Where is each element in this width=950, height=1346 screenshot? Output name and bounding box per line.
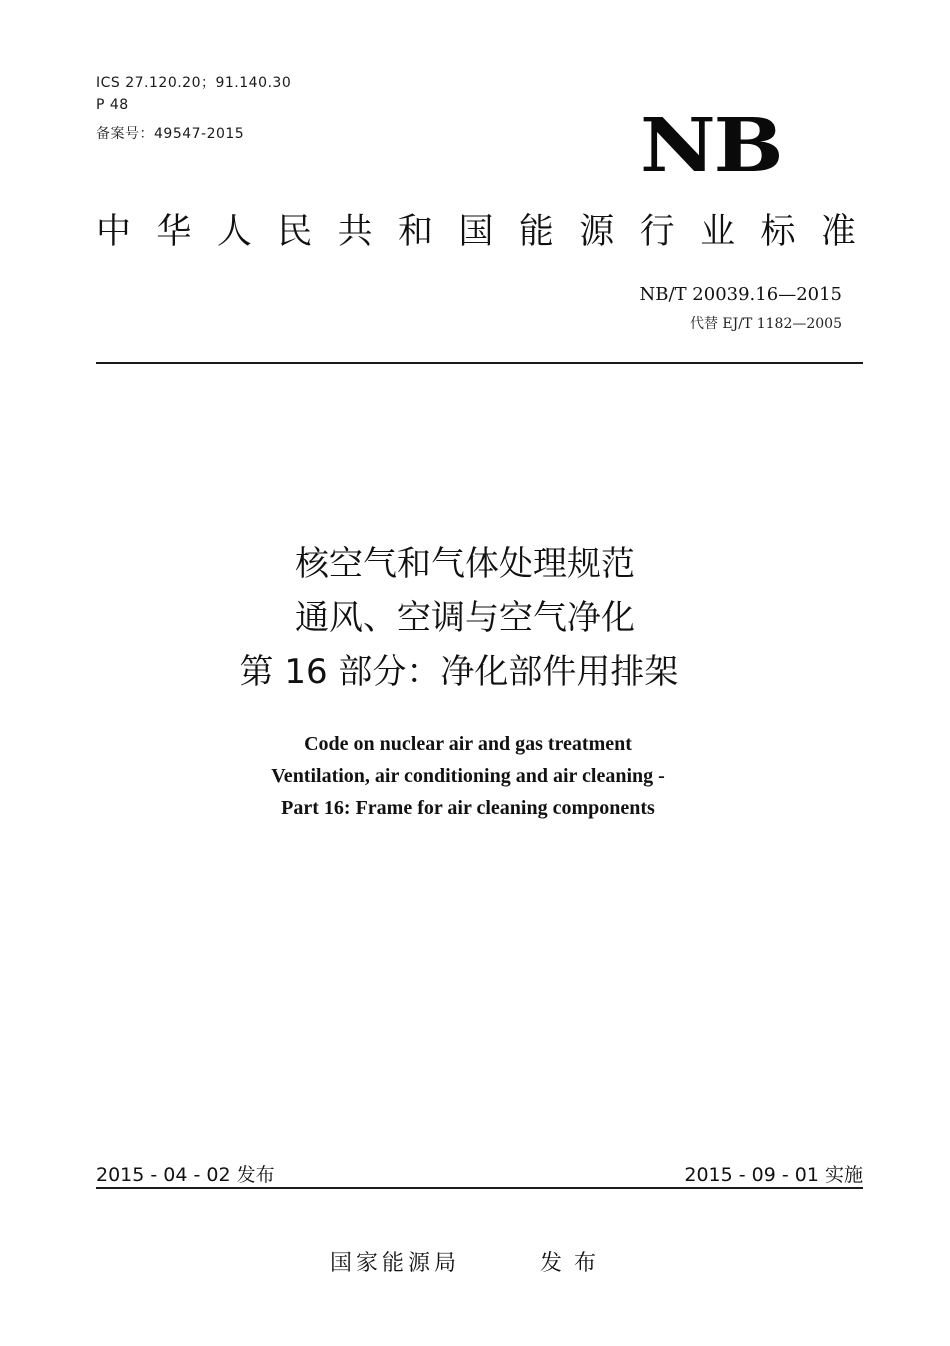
chinese-title-line-2: 通风、空调与空气净化 xyxy=(295,598,635,638)
category-char: 华 xyxy=(156,212,192,252)
nb-logo: NB xyxy=(640,103,782,189)
category-char: 国 xyxy=(458,212,494,252)
filing-number: 备案号：49547-2015 xyxy=(96,126,245,142)
category-char: 人 xyxy=(216,212,252,252)
issue-date: 2015 - 04 - 02 发布 xyxy=(96,1164,275,1186)
category-char: 和 xyxy=(398,212,434,252)
english-title-line-2: Ventilation, air conditioning and air cleaning - xyxy=(271,765,665,787)
chinese-title-line-3: 第 16 部分：净化部件用排架 xyxy=(239,652,679,692)
category-char: 共 xyxy=(337,212,373,252)
category-char: 能 xyxy=(518,212,554,252)
implementation-date: 2015 - 09 - 01 实施 xyxy=(684,1164,863,1186)
ccs-code: P 48 xyxy=(96,97,129,113)
publish-label: 发布 xyxy=(540,1251,609,1276)
top-divider xyxy=(96,362,863,364)
issuing-authority: 国家能源局 xyxy=(330,1251,461,1276)
chinese-title-line-1: 核空气和气体处理规范 xyxy=(295,544,635,584)
ics-code: ICS 27.120.20；91.140.30 xyxy=(96,75,292,91)
english-title-line-3: Part 16: Frame for air cleaning components xyxy=(281,797,655,819)
category-char: 标 xyxy=(760,212,796,252)
category-char: 准 xyxy=(820,212,856,252)
category-char: 民 xyxy=(277,212,313,252)
english-title-line-1: Code on nuclear air and gas treatment xyxy=(304,733,632,755)
standard-number: NB/T 20039.16—2015 xyxy=(639,284,842,305)
bottom-divider xyxy=(96,1187,863,1189)
category-char: 业 xyxy=(700,212,736,252)
category-char: 行 xyxy=(639,212,675,252)
standard-category-title xyxy=(96,210,856,254)
category-char: 中 xyxy=(96,212,132,252)
replaces-standard: 代替 EJ/T 1182—2005 xyxy=(689,316,842,332)
category-char: 源 xyxy=(579,212,615,252)
